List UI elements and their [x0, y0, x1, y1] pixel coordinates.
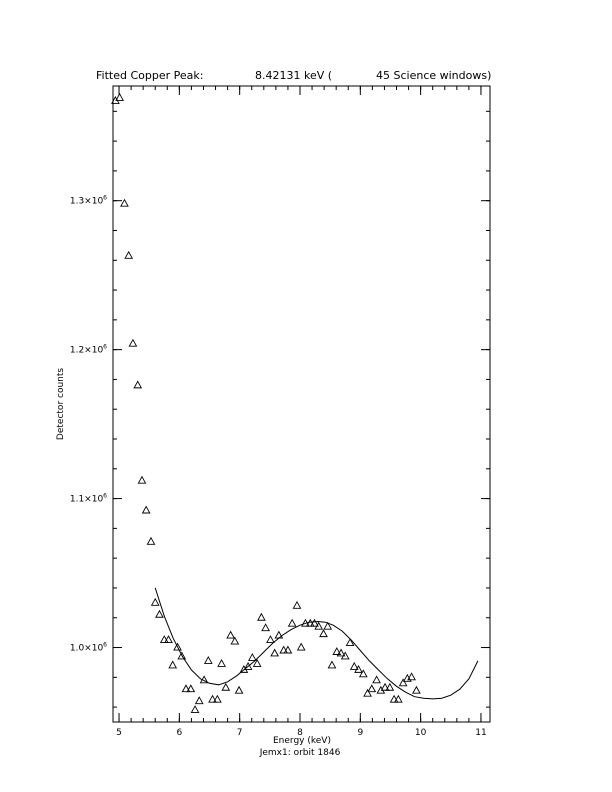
data-point [152, 599, 159, 606]
y-tick-label: $1.3\times 10^6$ [69, 194, 107, 207]
chart-title [96, 69, 491, 82]
title-windows: 45 Science windows) [376, 69, 492, 82]
x-tick-label: 8 [297, 728, 303, 738]
data-point [333, 648, 340, 655]
data-point [191, 706, 198, 713]
x-tick-label: 7 [236, 728, 243, 738]
x-tick-label: 5 [116, 728, 122, 738]
data-point [289, 620, 296, 627]
y-tick-labels [70, 195, 107, 654]
data-point [373, 676, 380, 683]
data-point [320, 630, 327, 637]
data-point [262, 624, 269, 631]
fit-line [155, 588, 478, 699]
x-tick-label: 11 [475, 728, 487, 738]
data-point [138, 477, 145, 484]
x-tick-label: 6 [176, 728, 183, 738]
data-point [275, 632, 282, 639]
y-tick-label: $1.1\times 10^6$ [69, 492, 107, 505]
data-point [408, 673, 415, 680]
data-point [125, 252, 132, 258]
data-point [134, 381, 141, 388]
data-point [222, 684, 229, 691]
data-point [218, 660, 225, 667]
data-point [364, 690, 371, 697]
data-point [267, 636, 274, 643]
x-tick-label: 10 [414, 728, 427, 738]
data-point [235, 687, 242, 694]
data-point [293, 602, 300, 609]
data-point [298, 644, 305, 651]
data-point [400, 679, 407, 686]
data-point [205, 657, 212, 664]
data-point [129, 340, 136, 347]
data-point [413, 687, 420, 694]
title-prefix: Fitted Copper Peak: [96, 69, 204, 82]
fit-curve [155, 588, 478, 699]
y-tick-label: $1.0\times 10^6$ [69, 641, 107, 654]
data-point [227, 632, 234, 639]
chart-subtitle: Jemx1: orbit 1846 [259, 748, 341, 758]
data-point [258, 614, 265, 621]
y-tick-label: $1.2\times 10^6$ [69, 343, 107, 356]
x-tick-label: 9 [357, 728, 364, 738]
y-axis-label: Detector counts [56, 367, 66, 441]
data-point [328, 661, 335, 668]
data-point [271, 649, 278, 656]
title-value: 8.42131 keV ( [255, 69, 333, 82]
data-point [368, 685, 375, 692]
data-point [169, 661, 176, 668]
data-point [147, 538, 154, 545]
data-point [196, 697, 203, 704]
data-points [112, 94, 420, 713]
data-point [143, 506, 150, 512]
data-point [249, 654, 256, 661]
x-axis-label: Energy (keV) [273, 736, 331, 746]
data-point [156, 611, 163, 618]
data-point [360, 670, 367, 677]
